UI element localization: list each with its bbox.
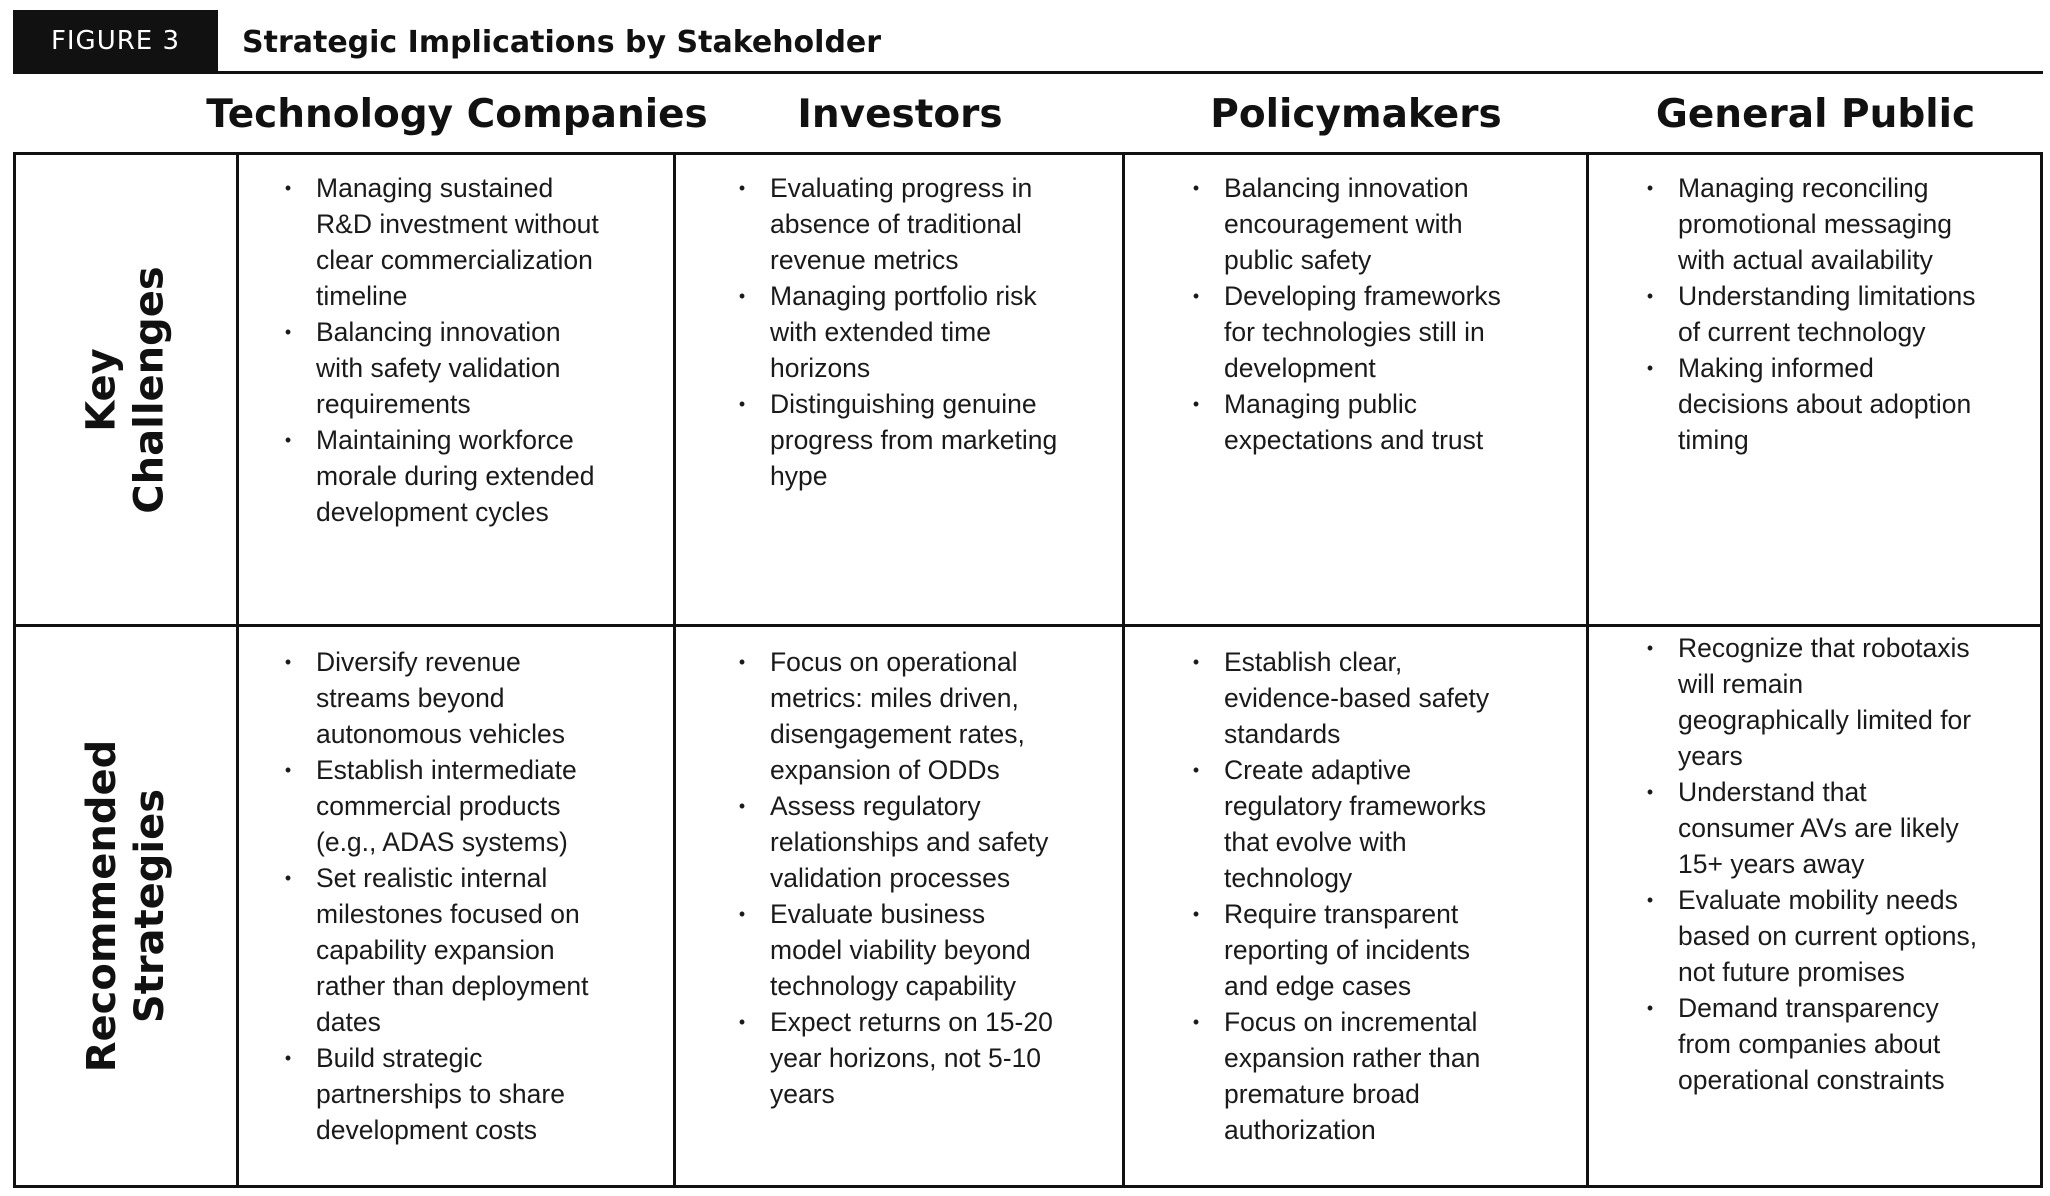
bullet-icon: • — [1192, 286, 1200, 306]
grid-divider — [13, 624, 2043, 627]
list-item — [1186, 170, 1516, 278]
list-item — [278, 860, 608, 1040]
list-item — [732, 896, 1062, 1004]
list-item — [1640, 990, 1980, 1098]
list-item-text: Evaluate mobility needs based on current options, not future promises — [1678, 885, 1978, 987]
list-item — [1186, 896, 1516, 1004]
bullet-icon: • — [738, 796, 746, 816]
bullet-icon: • — [1646, 890, 1654, 910]
row-header-line: Key — [79, 347, 126, 432]
list-item — [278, 752, 608, 860]
list-item — [278, 1040, 608, 1148]
list-item — [1640, 350, 1980, 458]
bullet-icon: • — [284, 760, 292, 780]
bullet-icon: • — [738, 904, 746, 924]
list-item-text: Require transparent reporting of incidents and edge cases — [1224, 899, 1471, 1001]
bullet-icon: • — [1646, 178, 1654, 198]
list-item — [732, 644, 1062, 788]
bullet-list — [278, 644, 608, 1148]
list-item — [1186, 1004, 1516, 1148]
grid-divider — [236, 152, 239, 1188]
list-item — [278, 314, 608, 422]
grid-divider — [673, 152, 676, 1188]
list-item-text: Managing reconciling promotional messaging with actual availability — [1678, 173, 1952, 275]
cell-key-challenges-general-public — [1640, 170, 1980, 458]
title-rule — [13, 71, 2043, 74]
row-header-line: Strategies — [127, 788, 174, 1024]
list-item-text: Making informed decisions about adoption timing — [1678, 353, 1972, 455]
list-item-text: Expect returns on 15-20 year horizons, not 5-10 years — [770, 1007, 1053, 1109]
list-item — [278, 422, 608, 530]
bullet-icon: • — [284, 868, 292, 888]
cell-recommended-strategies-technology-companies — [278, 644, 608, 1148]
list-item-text: Diversify revenue streams beyond autonomous vehicles — [316, 647, 565, 749]
bullet-list — [278, 170, 608, 530]
bullet-list — [1186, 170, 1516, 458]
bullet-icon: • — [1192, 394, 1200, 414]
list-item — [732, 170, 1062, 278]
list-item-text: Managing portfolio risk with extended time horizons — [770, 281, 1037, 383]
list-item-text: Understanding limitations of current technology — [1678, 281, 1976, 347]
list-item-text: Create adaptive regulatory frameworks that evolve with technology — [1224, 755, 1487, 893]
list-item-text: Managing public expectations and trust — [1224, 389, 1484, 455]
bullet-icon: • — [1646, 782, 1654, 802]
cell-recommended-strategies-investors — [732, 644, 1062, 1112]
row-header-line: Challenges — [127, 265, 174, 514]
list-item-text: Evaluate business model viability beyond technology capability — [770, 899, 1031, 1001]
bullet-icon: • — [1646, 638, 1654, 658]
figure-title: Strategic Implications by Stakeholder — [242, 24, 882, 60]
bullet-icon: • — [1646, 286, 1654, 306]
list-item-text: Distinguishing genuine progress from marketing hype — [770, 389, 1058, 491]
list-item-text: Demand transparency from companies about operational constraints — [1678, 993, 1945, 1095]
cell-recommended-strategies-general-public — [1640, 630, 1980, 1098]
list-item-text: Evaluating progress in absence of traditional revenue metrics — [770, 173, 1033, 275]
cell-key-challenges-technology-companies — [278, 170, 608, 530]
list-item-text: Establish intermediate commercial products (e.g., ADAS systems) — [316, 755, 577, 857]
list-item-text: Establish clear, evidence-based safety standards — [1224, 647, 1490, 749]
list-item-text: Assess regulatory relationships and safety validation processes — [770, 791, 1049, 893]
bullet-list — [1640, 630, 1980, 1098]
list-item-text: Build strategic partnerships to share development costs — [316, 1043, 565, 1145]
list-item — [1186, 386, 1516, 458]
column-header-policymakers: Policymakers — [1210, 91, 1502, 137]
row-header-key-challenges — [16, 155, 236, 624]
bullet-list — [1640, 170, 1980, 458]
bullet-icon: • — [284, 430, 292, 450]
grid-divider — [1122, 152, 1125, 1188]
bullet-icon: • — [1192, 1012, 1200, 1032]
bullet-icon: • — [1192, 904, 1200, 924]
row-header-line: Recommended — [79, 739, 126, 1073]
list-item — [1640, 278, 1980, 350]
bullet-icon: • — [738, 178, 746, 198]
list-item — [732, 788, 1062, 896]
bullet-icon: • — [284, 178, 292, 198]
bullet-icon: • — [738, 1012, 746, 1032]
bullet-icon: • — [284, 1048, 292, 1068]
cell-recommended-strategies-policymakers — [1186, 644, 1516, 1148]
figure-label: FIGURE 3 — [13, 10, 218, 72]
list-item — [1186, 752, 1516, 896]
list-item-text: Focus on operational metrics: miles driven, disengagement rates, expansion of ODDs — [770, 647, 1025, 785]
list-item — [1186, 644, 1516, 752]
list-item — [1640, 630, 1980, 774]
column-header-technology-companies: Technology Companies — [206, 91, 708, 137]
bullet-icon: • — [738, 652, 746, 672]
list-item-text: Maintaining workforce morale during extended development cycles — [316, 425, 595, 527]
list-item — [1640, 170, 1980, 278]
column-header-general-public: General Public — [1655, 91, 1976, 137]
list-item — [278, 170, 608, 314]
cell-key-challenges-investors — [732, 170, 1062, 494]
bullet-list — [732, 170, 1062, 494]
list-item-text: Set realistic internal milestones focused on capability expansion rather than deployment dates — [316, 863, 589, 1037]
cell-key-challenges-policymakers — [1186, 170, 1516, 458]
list-item-text: Recognize that robotaxis will remain geographically limited for years — [1678, 633, 1972, 771]
bullet-icon: • — [1192, 652, 1200, 672]
bullet-icon: • — [738, 286, 746, 306]
bullet-list — [732, 644, 1062, 1112]
bullet-icon: • — [738, 394, 746, 414]
bullet-icon: • — [284, 322, 292, 342]
row-header-recommended-strategies — [16, 627, 236, 1185]
bullet-icon: • — [284, 652, 292, 672]
list-item — [732, 278, 1062, 386]
bullet-icon: • — [1646, 998, 1654, 1018]
list-item — [732, 1004, 1062, 1112]
list-item — [1186, 278, 1516, 386]
grid-divider — [1586, 152, 1589, 1188]
list-item-text: Balancing innovation encouragement with public safety — [1224, 173, 1469, 275]
column-header-investors: Investors — [797, 91, 1003, 137]
list-item-text: Understand that consumer AVs are likely 15+ years away — [1678, 777, 1959, 879]
list-item-text: Focus on incremental expansion rather than premature broad authorization — [1224, 1007, 1481, 1145]
bullet-list — [1186, 644, 1516, 1148]
list-item — [1640, 882, 1980, 990]
list-item-text: Balancing innovation with safety validation requirements — [316, 317, 561, 419]
list-item-text: Developing frameworks for technologies still in development — [1224, 281, 1501, 383]
list-item — [1640, 774, 1980, 882]
bullet-icon: • — [1646, 358, 1654, 378]
bullet-icon: • — [1192, 760, 1200, 780]
list-item — [278, 644, 608, 752]
bullet-icon: • — [1192, 178, 1200, 198]
list-item — [732, 386, 1062, 494]
list-item-text: Managing sustained R&D investment without clear commercialization timeline — [316, 173, 599, 311]
